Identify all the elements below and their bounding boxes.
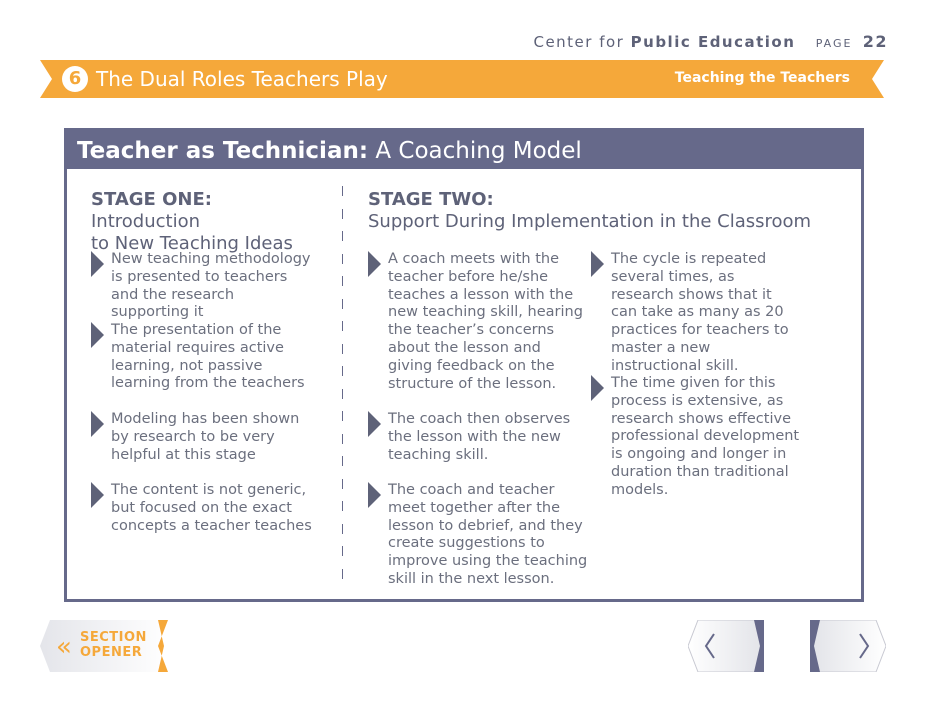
bullet-arrow-icon <box>91 322 104 348</box>
box-title <box>67 131 861 169</box>
bullet-arrow-icon <box>591 375 604 401</box>
section-opener-button[interactable] <box>40 620 168 672</box>
bullet-arrow-icon <box>91 411 104 437</box>
bullet-arrow-icon <box>591 251 604 277</box>
stage-one-label: STAGE ONE: <box>91 189 212 210</box>
stage-two-item: A coach meets with the teacher before he/she teaches a lesson with the new teaching skill, hearing the teacher’s concerns about the lesson and giving feedback on the structure of the lesson. <box>368 251 588 393</box>
bullet-arrow-icon <box>368 482 381 508</box>
org-prefix: Center for <box>533 33 625 51</box>
page-number: 22 <box>862 32 888 51</box>
stage-one-title-line1: Introduction <box>91 211 201 232</box>
page-label: PAGE <box>815 37 853 50</box>
bullet-arrow-icon <box>368 251 381 277</box>
section-opener-line1: SECTION <box>80 630 147 645</box>
next-page-shape <box>810 620 886 672</box>
stage-two-label: STAGE TWO: <box>368 189 494 210</box>
stage-two-item: The cycle is repeated several times, as research shows that it can take as many as 20 practices for teachers to master a new instructional skill. <box>591 251 801 376</box>
stage-one-item: New teaching methodology is presented to teachers and the research supporting it <box>91 251 316 322</box>
org-header <box>533 32 888 51</box>
stage-one-heading <box>91 189 321 255</box>
column-divider <box>342 186 344 586</box>
section-number-badge: 6 <box>62 66 88 92</box>
stage-two-item: The time given for this process is extensive, as research shows effective professional development is ongoing and longer in duration than traditional models. <box>591 375 801 500</box>
stage-two-title: Support During Implementation in the Classroom <box>368 211 812 232</box>
stage-two-heading <box>368 189 828 233</box>
stage-two-item: The coach and teacher meet together after the lesson to debrief, and they create suggestions to improve using the teaching skill in the next lesson. <box>368 482 588 589</box>
stage-two-item: The coach then observes the lesson with the new teaching skill. <box>368 411 588 464</box>
section-title: The Dual Roles Teachers Play <box>96 67 388 91</box>
double-chevron-left-icon: « <box>56 632 72 662</box>
stage-one-title-line2: to New Teaching Ideas <box>91 233 293 254</box>
coaching-model-box <box>64 128 864 602</box>
section-subtitle-link[interactable]: Teaching the Teachers <box>674 70 850 86</box>
bullet-arrow-icon <box>368 411 381 437</box>
next-page-button[interactable] <box>810 620 886 672</box>
bullet-arrow-icon <box>91 482 104 508</box>
previous-page-shape <box>688 620 764 672</box>
stage-two-column <box>368 189 828 233</box>
stage-one-item: The content is not generic, but focused on the exact concepts a teacher teaches <box>91 482 316 535</box>
bullet-arrow-icon <box>91 251 104 277</box>
section-banner <box>40 60 884 98</box>
box-title-bold: Teacher as Technician: <box>77 138 369 164</box>
previous-page-button[interactable] <box>688 620 764 672</box>
stage-one-item: Modeling has been shown by research to be very helpful at this stage <box>91 411 316 464</box>
section-opener-line2: OPENER <box>80 645 143 660</box>
box-title-rest: A Coaching Model <box>375 138 582 164</box>
stage-one-column <box>91 189 321 255</box>
org-name: Public Education <box>630 33 796 51</box>
stage-one-item: The presentation of the material requires active learning, not passive learning from the teachers <box>91 322 316 393</box>
